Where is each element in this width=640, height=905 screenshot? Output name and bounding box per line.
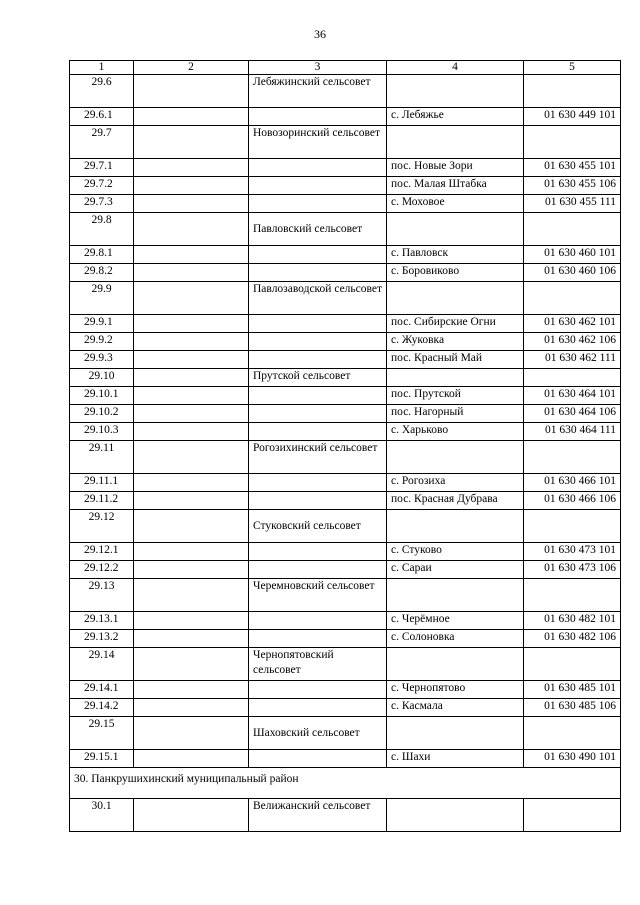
settlement-row	[70, 246, 621, 264]
selsovet-row	[70, 126, 621, 159]
column-2-cell	[134, 195, 249, 213]
oktmo-code	[524, 282, 621, 315]
column-2-cell	[134, 474, 249, 492]
settlement-name: с. Моховое	[387, 195, 524, 213]
column-2-cell	[134, 630, 249, 648]
district-row	[70, 768, 621, 799]
settlement-row	[70, 423, 621, 441]
row-number: 29.10.3	[70, 423, 134, 441]
oktmo-code: 01 630 485 101	[524, 681, 621, 699]
selsovet-name	[249, 561, 387, 579]
oktmo-code	[524, 369, 621, 387]
table-header-row	[70, 61, 621, 75]
oktmo-code: 01 630 464 111	[524, 423, 621, 441]
selsovet-row	[70, 579, 621, 612]
column-2-cell	[134, 177, 249, 195]
column-2-cell	[134, 264, 249, 282]
row-number: 29.6	[70, 75, 134, 108]
selsovet-row	[70, 441, 621, 474]
row-number: 29.15	[70, 717, 134, 750]
selsovet-name	[249, 315, 387, 333]
column-2-cell	[134, 387, 249, 405]
settlement-name: пос. Прутской	[387, 387, 524, 405]
row-number: 29.8.2	[70, 264, 134, 282]
selsovet-row	[70, 282, 621, 315]
selsovet-name	[249, 423, 387, 441]
row-number: 29.13.2	[70, 630, 134, 648]
oktmo-code: 01 630 455 106	[524, 177, 621, 195]
oktmo-code: 01 630 464 101	[524, 387, 621, 405]
selsovet-row	[70, 213, 621, 246]
settlement-name: с. Рогозиха	[387, 474, 524, 492]
settlement-name	[387, 369, 524, 387]
oktmo-code	[524, 717, 621, 750]
selsovet-name	[249, 387, 387, 405]
oktmo-code: 01 630 464 106	[524, 405, 621, 423]
oktmo-code: 01 630 462 111	[524, 351, 621, 369]
row-number: 29.8.1	[70, 246, 134, 264]
selsovet-name: Прутской сельсовет	[249, 369, 387, 387]
settlement-name: с. Боровиково	[387, 264, 524, 282]
settlement-row	[70, 612, 621, 630]
row-number: 29.7.1	[70, 159, 134, 177]
oktmo-code	[524, 213, 621, 246]
row-number: 29.10.2	[70, 405, 134, 423]
column-2-cell	[134, 108, 249, 126]
selsovet-name: Новозоринский сельсовет	[249, 126, 387, 159]
oktmo-code	[524, 441, 621, 474]
column-2-cell	[134, 351, 249, 369]
settlements-table	[69, 60, 621, 832]
selsovet-name	[249, 630, 387, 648]
oktmo-code: 01 630 485 106	[524, 699, 621, 717]
column-header: 5	[524, 61, 621, 75]
column-2-cell	[134, 699, 249, 717]
settlement-name	[387, 648, 524, 681]
settlement-name: пос. Красная Дубрава	[387, 492, 524, 510]
oktmo-code: 01 630 482 106	[524, 630, 621, 648]
settlement-name: с. Шахи	[387, 750, 524, 768]
oktmo-code	[524, 510, 621, 543]
settlement-row	[70, 630, 621, 648]
selsovet-name	[249, 492, 387, 510]
selsovet-name	[249, 195, 387, 213]
selsovet-name	[249, 612, 387, 630]
column-2-cell	[134, 561, 249, 579]
row-number: 29.7.2	[70, 177, 134, 195]
column-2-cell	[134, 315, 249, 333]
selsovet-name	[249, 264, 387, 282]
settlement-name: пос. Сибирские Огни	[387, 315, 524, 333]
oktmo-code: 01 630 460 101	[524, 246, 621, 264]
column-header: 4	[387, 61, 524, 75]
column-2-cell	[134, 369, 249, 387]
settlement-name: с. Сараи	[387, 561, 524, 579]
selsovet-name	[249, 681, 387, 699]
row-number: 29.7	[70, 126, 134, 159]
settlement-name: пос. Новые Зори	[387, 159, 524, 177]
settlement-name: пос. Нагорный	[387, 405, 524, 423]
row-number: 29.9.2	[70, 333, 134, 351]
selsovet-name	[249, 474, 387, 492]
column-2-cell	[134, 612, 249, 630]
selsovet-name: Черемновский сельсовет	[249, 579, 387, 612]
settlement-name	[387, 441, 524, 474]
column-2-cell	[134, 648, 249, 681]
column-2-cell	[134, 543, 249, 561]
settlement-name: с. Жуковка	[387, 333, 524, 351]
row-number: 29.14.2	[70, 699, 134, 717]
oktmo-code: 01 630 455 101	[524, 159, 621, 177]
column-2-cell	[134, 126, 249, 159]
column-2-cell	[134, 213, 249, 246]
settlement-name: пос. Красный Май	[387, 351, 524, 369]
settlement-row	[70, 699, 621, 717]
selsovet-name: Павловский сельсовет	[249, 213, 387, 246]
row-number: 29.10	[70, 369, 134, 387]
row-number: 29.11	[70, 441, 134, 474]
row-number: 29.6.1	[70, 108, 134, 126]
settlement-name: с. Павловск	[387, 246, 524, 264]
selsovet-name	[249, 333, 387, 351]
settlement-name: с. Стуково	[387, 543, 524, 561]
settlement-name: с. Солоновка	[387, 630, 524, 648]
settlement-name	[387, 579, 524, 612]
selsovet-name	[249, 750, 387, 768]
settlement-row	[70, 681, 621, 699]
row-number: 29.10.1	[70, 387, 134, 405]
column-2-cell	[134, 799, 249, 832]
selsovet-row	[70, 510, 621, 543]
selsovet-name	[249, 108, 387, 126]
settlement-row	[70, 333, 621, 351]
oktmo-code	[524, 579, 621, 612]
selsovet-row	[70, 799, 621, 832]
oktmo-code	[524, 126, 621, 159]
oktmo-code	[524, 648, 621, 681]
oktmo-code: 01 630 460 106	[524, 264, 621, 282]
settlement-name	[387, 510, 524, 543]
settlement-row	[70, 108, 621, 126]
settlement-name	[387, 799, 524, 832]
row-number: 29.9.3	[70, 351, 134, 369]
column-2-cell	[134, 492, 249, 510]
selsovet-name	[249, 351, 387, 369]
settlement-name	[387, 717, 524, 750]
column-2-cell	[134, 405, 249, 423]
settlement-row	[70, 159, 621, 177]
oktmo-code: 01 630 462 106	[524, 333, 621, 351]
column-2-cell	[134, 333, 249, 351]
selsovet-name: Рогозихинский сельсовет	[249, 441, 387, 474]
page-number: 36	[314, 27, 326, 41]
oktmo-code: 01 630 455 111	[524, 195, 621, 213]
settlement-name: пос. Малая Штабка	[387, 177, 524, 195]
row-number: 29.12.2	[70, 561, 134, 579]
settlement-row	[70, 177, 621, 195]
selsovet-name: Чернопятовский сельсовет	[249, 648, 387, 681]
settlement-name	[387, 213, 524, 246]
settlement-name: с. Харьково	[387, 423, 524, 441]
oktmo-code: 01 630 466 106	[524, 492, 621, 510]
oktmo-code	[524, 75, 621, 108]
selsovet-name	[249, 159, 387, 177]
selsovet-name	[249, 699, 387, 717]
district-title: 30. Панкрушихинский муниципальный район	[70, 768, 621, 799]
column-2-cell	[134, 282, 249, 315]
oktmo-code: 01 630 462 101	[524, 315, 621, 333]
row-number: 29.13.1	[70, 612, 134, 630]
column-2-cell	[134, 246, 249, 264]
row-number: 29.14	[70, 648, 134, 681]
selsovet-name: Шаховский сельсовет	[249, 717, 387, 750]
column-header: 3	[249, 61, 387, 75]
selsovet-name	[249, 177, 387, 195]
row-number: 29.8	[70, 213, 134, 246]
column-2-cell	[134, 750, 249, 768]
settlement-row	[70, 351, 621, 369]
selsovet-name: Велижанский сельсовет	[249, 799, 387, 832]
selsovet-row	[70, 75, 621, 108]
oktmo-code: 01 630 490 101	[524, 750, 621, 768]
settlement-name	[387, 282, 524, 315]
row-number: 29.9	[70, 282, 134, 315]
selsovet-name: Стуковский сельсовет	[249, 510, 387, 543]
oktmo-code: 01 630 482 101	[524, 612, 621, 630]
oktmo-code: 01 630 449 101	[524, 108, 621, 126]
settlement-name: с. Лебяжье	[387, 108, 524, 126]
selsovet-row	[70, 369, 621, 387]
oktmo-code	[524, 799, 621, 832]
row-number: 29.11.2	[70, 492, 134, 510]
selsovet-name: Павлозаводской сельсовет	[249, 282, 387, 315]
oktmo-code: 01 630 466 101	[524, 474, 621, 492]
settlement-row	[70, 750, 621, 768]
column-2-cell	[134, 681, 249, 699]
settlement-name: с. Черёмное	[387, 612, 524, 630]
oktmo-code: 01 630 473 101	[524, 543, 621, 561]
settlement-row	[70, 474, 621, 492]
row-number: 29.12	[70, 510, 134, 543]
row-number: 29.11.1	[70, 474, 134, 492]
oktmo-code: 01 630 473 106	[524, 561, 621, 579]
settlement-row	[70, 195, 621, 213]
row-number: 29.7.3	[70, 195, 134, 213]
settlement-name: с. Чернопятово	[387, 681, 524, 699]
column-2-cell	[134, 75, 249, 108]
selsovet-name	[249, 543, 387, 561]
settlement-name: с. Касмала	[387, 699, 524, 717]
row-number: 30.1	[70, 799, 134, 832]
row-number: 29.13	[70, 579, 134, 612]
row-number: 29.15.1	[70, 750, 134, 768]
settlement-row	[70, 405, 621, 423]
selsovet-row	[70, 648, 621, 681]
settlement-name	[387, 126, 524, 159]
column-2-cell	[134, 441, 249, 474]
column-2-cell	[134, 423, 249, 441]
column-header: 1	[70, 61, 134, 75]
column-2-cell	[134, 510, 249, 543]
settlement-row	[70, 387, 621, 405]
row-number: 29.9.1	[70, 315, 134, 333]
selsovet-name	[249, 246, 387, 264]
settlement-row	[70, 315, 621, 333]
settlement-name	[387, 75, 524, 108]
column-2-cell	[134, 159, 249, 177]
settlement-row	[70, 492, 621, 510]
settlement-row	[70, 561, 621, 579]
column-2-cell	[134, 717, 249, 750]
settlement-row	[70, 543, 621, 561]
selsovet-name: Лебяжинский сельсовет	[249, 75, 387, 108]
selsovet-row	[70, 717, 621, 750]
column-header: 2	[134, 61, 249, 75]
row-number: 29.12.1	[70, 543, 134, 561]
settlement-row	[70, 264, 621, 282]
selsovet-name	[249, 405, 387, 423]
row-number: 29.14.1	[70, 681, 134, 699]
column-2-cell	[134, 579, 249, 612]
